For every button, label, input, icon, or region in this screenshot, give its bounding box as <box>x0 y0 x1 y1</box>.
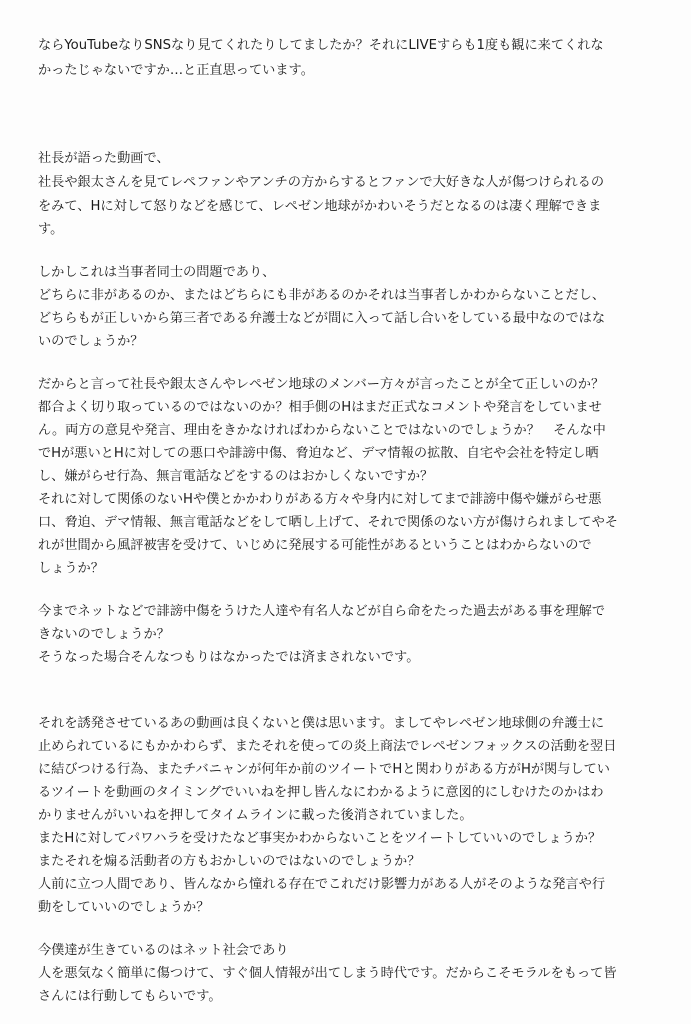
text-line: ならYouTubeなりSNSなり見てくれたりしてましたか？それにLIVEすらも1度も観に来てくれな <box>38 38 604 53</box>
text-line: きないのでしょうか？ <box>38 627 170 642</box>
text-line: 今僕達が生きているのはネット社会であり <box>38 943 289 958</box>
text-line: またHに対してパワハラを受けたなど事実かわからないことをツイートしていいのでしょうか？ <box>38 831 602 846</box>
text-line: し、嫌がらせ行為、無言電話などをするのはおかしくないですか？ <box>38 469 434 484</box>
text-line: 人前に立つ人間であり、皆んなから憧れる存在でこれだけ影響力がある人がそのような発言や行 <box>38 877 606 892</box>
text-line: さんには行動してもらいです。 <box>38 989 222 1004</box>
text-line: いのでしょうか？ <box>38 334 144 349</box>
text-line: どちらに非があるのか、またはどちらにも非があるのかそれは当事者しかわからないことだし、 <box>38 288 606 303</box>
text-line: 都合よく切り取っているのではないのか？相手側のHはまだ正式なコメントや発言をしていませ <box>38 400 602 415</box>
text-line: それに対して関係のないHや僕とかかわりがある方々や身内に対してまで誹謗中傷や嫌がらせ悪 <box>38 492 602 507</box>
text-line: またそれを煽る活動者の方もおかしいのではないのでしょうか？ <box>38 854 421 869</box>
text-line: 止められているにもかかわらず、またそれを使っての炎上商法でレペゼンフォックスの活動を翌日 <box>38 739 617 754</box>
text-line: 人を悪気なく簡単に傷つけて、すぐ個人情報が出てしまう時代です。だからこそモラルをもって皆 <box>38 966 617 981</box>
text-line: そうなった場合そんなつもりはなかったでは済まされないです。 <box>38 650 420 665</box>
text-line: に結びつける行為、またチバニャンが何年か前のツイートでHと関わりがある方がHが関与してい <box>38 762 610 777</box>
text-line: 今までネットなどで誹謗中傷をうけた人達や有名人などが自ら命をたった過去がある事を理解で <box>38 604 606 619</box>
text-line: 社長や銀太さんを見てレペファンやアンチの方からするとファンで大好きな人が傷つけられるの <box>38 175 605 190</box>
text-line: しかしこれは当事者同士の問題であり、 <box>38 265 276 280</box>
text-line: かりませんがいいねを押してタイムラインに載った後消されていました。 <box>38 808 473 823</box>
text-line: ん。両方の意見や発言、理由をきかなければわからないことではないのでしょうか？ そんな中 <box>38 423 606 438</box>
text-line: す。 <box>38 222 64 237</box>
text-line: れが世間から風評被害を受けて、いじめに発展する可能性があるということはわからないので <box>38 538 592 553</box>
text-line: でHが悪いとHに対しての悪口や誹謗中傷、脅迫など、デマ情報の拡散、自宅や会社を特定し晒 <box>38 446 599 461</box>
text-line: をみて、Hに対して怒りなどを感じて、レペゼン地球がかわいそうだとなるのは凄く理解できま <box>38 199 602 214</box>
text-line: 社長が語った動画で、 <box>38 151 170 166</box>
text-line: かったじゃないですか…と正直思っています。 <box>38 63 314 78</box>
text-line: だからと言って社長や銀太さんやレペゼン地球のメンバー方々が言ったことが全て正しいのか？ <box>38 377 605 392</box>
text-line: しょうか？ <box>38 561 104 576</box>
text-line: るツイートを動画のタイミングでいいねを押し皆んなにわかるように意図的にしむけたのかはわ <box>38 785 604 800</box>
text-line: どちらもが正しいから第三者である弁護士などが間に入って話し合いをしている最中なのではな <box>38 311 606 326</box>
text-line: 動をしていいのでしょうか？ <box>38 900 210 915</box>
text-line: 口、脅迫、デマ情報、無言電話などをして晒し上げて、それで関係のない方が傷けられましてやそ <box>38 515 618 530</box>
text-line: それを誘発させているあの動画は良くないと僕は思います。ましてやレペゼン地球側の弁護士に <box>38 716 605 731</box>
